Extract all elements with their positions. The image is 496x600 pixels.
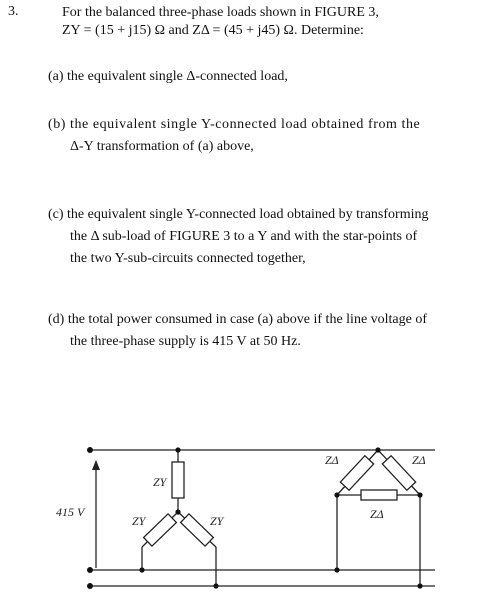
zy-left-impedance xyxy=(144,514,177,546)
part-d-line-1: (d) the total power consumed in case (a) above if the line voltage of xyxy=(48,312,428,327)
star-point-dot xyxy=(175,509,180,514)
zdelta-left-impedance xyxy=(340,456,373,491)
junction-dot xyxy=(213,583,218,588)
question-number: 3. xyxy=(8,4,19,19)
junction-dot xyxy=(175,447,180,452)
junction-dot xyxy=(139,567,144,572)
zy-top-impedance xyxy=(172,462,184,498)
part-d-line-2: the three-phase supply is 415 V at 50 Hz. xyxy=(70,334,301,349)
junction-dot xyxy=(417,583,422,588)
part-c-line-1: (c) the equivalent single Y-connected load obtained by transforming xyxy=(48,207,429,222)
zy-right-label: ZY xyxy=(210,514,224,528)
zdelta-left-label: ZΔ xyxy=(325,453,339,467)
terminal-dot-top xyxy=(87,447,93,453)
junction-dot xyxy=(417,492,422,497)
part-a-line-1: (a) the equivalent single Δ-connected load, xyxy=(48,69,288,84)
part-b-line-2: Δ-Y transformation of (a) above, xyxy=(70,139,254,154)
intro-line-1: For the balanced three-phase loads shown in FIGURE 3, xyxy=(62,5,379,20)
part-c-line-3: the two Y-sub-circuits connected together, xyxy=(70,251,306,266)
junction-dot xyxy=(334,492,339,497)
voltage-arrowhead xyxy=(92,460,100,470)
intro-line-2: ZY = (15 + j15) Ω and ZΔ = (45 + j45) Ω. Determine: xyxy=(62,23,364,38)
zdelta-right-label: ZΔ xyxy=(412,453,426,467)
junction-dot xyxy=(375,447,380,452)
zy-left-label: ZY xyxy=(132,514,146,528)
terminal-dot-bottom xyxy=(87,583,93,589)
part-b-line-1: (b) the equivalent single Y-connected load obtained from the xyxy=(48,117,421,132)
zdelta-bottom-label: ZΔ xyxy=(370,507,384,521)
zy-top-label: ZY xyxy=(153,475,167,489)
terminal-dot-middle xyxy=(87,567,93,573)
zy-right-impedance xyxy=(181,514,214,546)
zdelta-bottom-impedance xyxy=(361,490,397,500)
zdelta-right-impedance xyxy=(382,456,415,491)
part-c-line-2: the Δ sub-load of FIGURE 3 to a Y and with the star-points of xyxy=(70,229,418,244)
junction-dot xyxy=(334,567,339,572)
voltage-label: 415 V xyxy=(56,505,85,519)
